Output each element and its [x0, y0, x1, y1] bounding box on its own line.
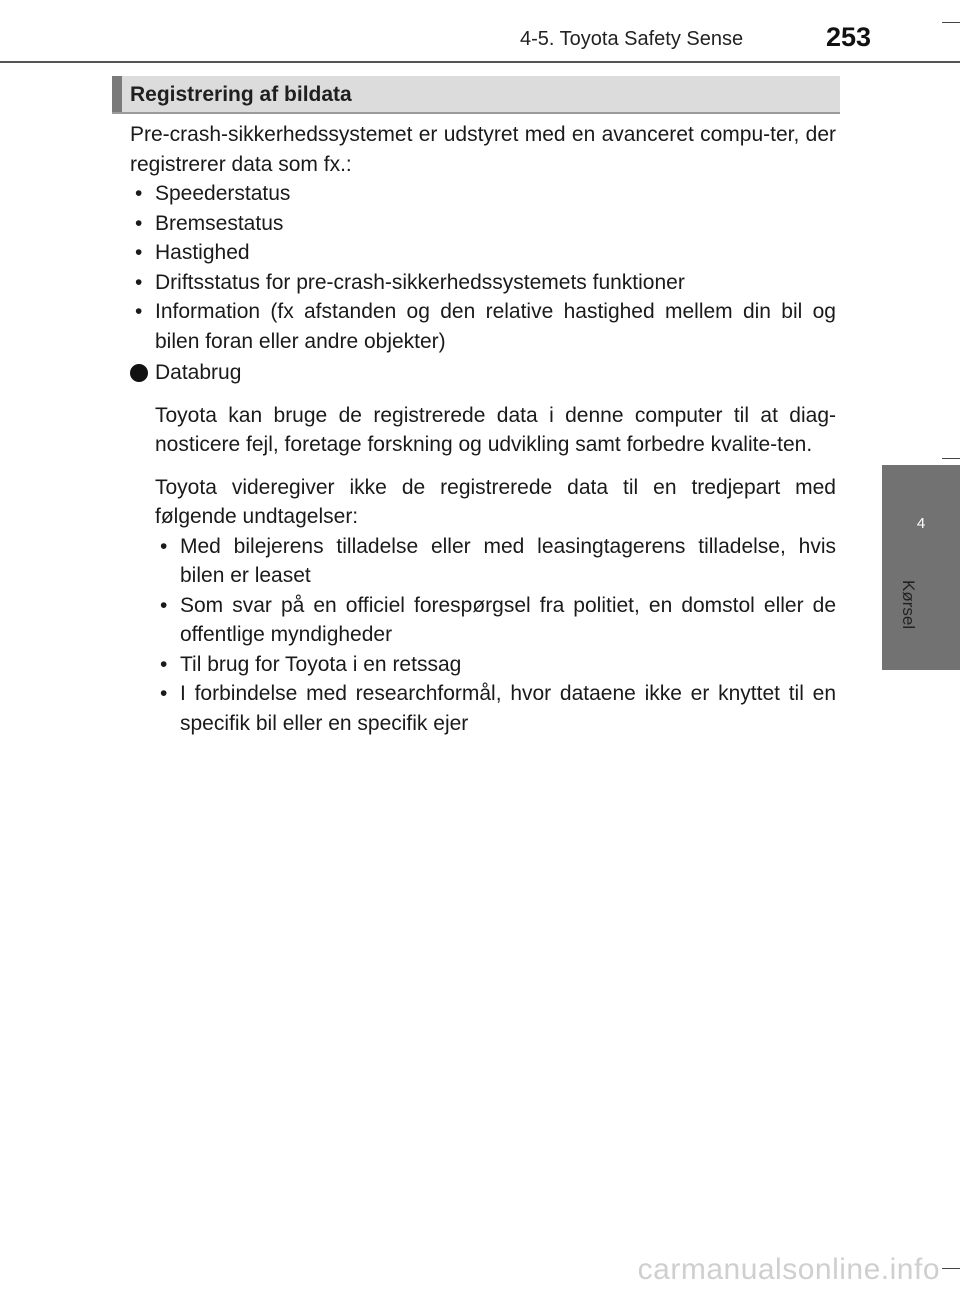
- chapter-number: 4: [916, 515, 926, 532]
- bullet-disc-icon: [130, 364, 148, 382]
- recorded-items-list: [130, 179, 836, 356]
- watermark: carmanualsonline.info: [637, 1253, 940, 1286]
- usage-subheading: [130, 358, 836, 388]
- list-item: • Til brug for Toyota i en retssag: [155, 650, 836, 680]
- exceptions-list: [155, 532, 836, 739]
- list-item: • Med bilejerens tilladelse eller med leasingtagerens tilladelse, hvis bilen er leaset: [155, 532, 836, 591]
- usage-title: Databrug: [155, 361, 242, 384]
- page-content: [130, 120, 836, 738]
- usage-paragraph-1: Toyota kan bruge de registrerede data i denne computer til at diag-nosticere fejl, foretage forskning og udvikling samt forbedre kvalite-ten.: [155, 403, 836, 456]
- section-heading: Registrering af bildata: [130, 83, 352, 106]
- list-item: • Information (fx afstanden og den relative hastighed mellem din bil og bilen foran eller andre objekter): [130, 297, 836, 356]
- list-item: • Driftsstatus for pre-crash-sikkerhedssystemets funktioner: [130, 268, 836, 298]
- usage-body: [130, 401, 836, 739]
- list-item: • Som svar på en officiel forespørgsel fra politiet, en domstol eller de offentlige myndigheder: [155, 591, 836, 650]
- section-heading-box: [112, 76, 840, 114]
- crop-mark: [942, 1268, 960, 1269]
- usage-paragraph-2: Toyota videregiver ikke de registrerede data til en tredjepart med følgende undtagelser:: [155, 475, 836, 528]
- crop-mark: [942, 458, 960, 459]
- intro-paragraph: Pre-crash-sikkerhedssystemet er udstyret med en avanceret compu-ter, der registrerer data som fx.:: [130, 123, 836, 176]
- chapter-label: Kørsel: [899, 580, 918, 630]
- crop-mark: [942, 22, 960, 23]
- list-item: • I forbindelse med researchformål, hvor dataene ikke er knyttet til en specifik bil eller en specifik ejer: [155, 679, 836, 738]
- list-item: • Speederstatus: [130, 179, 836, 209]
- header-rule: [0, 61, 960, 63]
- list-item: • Bremsestatus: [130, 209, 836, 239]
- list-item: • Hastighed: [130, 238, 836, 268]
- page-number: 253: [826, 22, 872, 52]
- section-title: 4-5. Toyota Safety Sense: [520, 28, 744, 50]
- heading-accent-bar: [112, 76, 122, 112]
